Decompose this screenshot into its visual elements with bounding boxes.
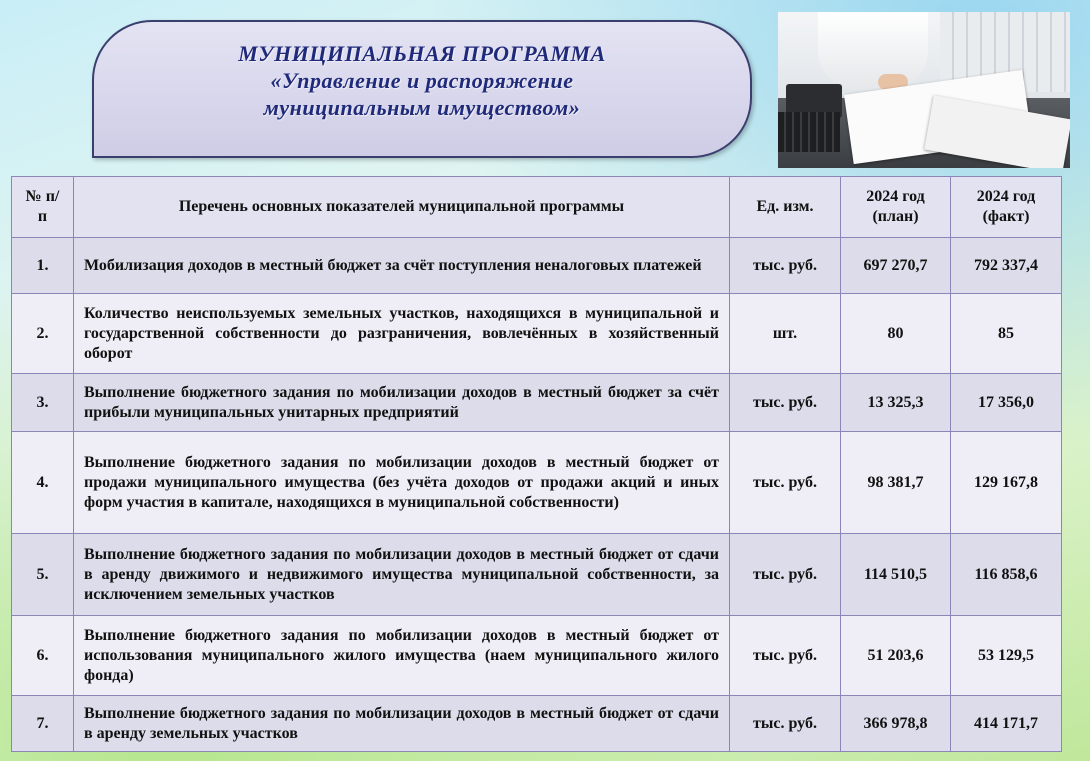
- row-name: Количество неиспользуемых земельных участков, находящихся в муниципальной и государственной собственности до разграничения, вовлечённых в хозяйственный оборот: [74, 294, 730, 374]
- table-row: [12, 616, 1062, 696]
- indicators-table: [11, 176, 1062, 752]
- row-unit: тыс. руб.: [730, 238, 841, 294]
- row-plan: 80: [841, 294, 951, 374]
- row-num: 5.: [12, 534, 74, 616]
- row-num: 6.: [12, 616, 74, 696]
- header-unit: Ед. изм.: [730, 177, 841, 238]
- row-fact: 53 129,5: [951, 616, 1062, 696]
- row-fact: 129 167,8: [951, 432, 1062, 534]
- row-plan: 51 203,6: [841, 616, 951, 696]
- row-num: 1.: [12, 238, 74, 294]
- row-unit: тыс. руб.: [730, 534, 841, 616]
- row-fact: 85: [951, 294, 1062, 374]
- row-fact: 116 858,6: [951, 534, 1062, 616]
- row-fact: 17 356,0: [951, 374, 1062, 432]
- row-unit: тыс. руб.: [730, 432, 841, 534]
- title-line-1: МУНИЦИПАЛЬНАЯ ПРОГРАММА: [238, 40, 606, 66]
- header-name: Перечень основных показателей муниципальной программы: [74, 177, 730, 238]
- row-fact: 792 337,4: [951, 238, 1062, 294]
- table-row: [12, 534, 1062, 616]
- row-name: Мобилизация доходов в местный бюджет за счёт поступления неналоговых платежей: [74, 238, 730, 294]
- row-unit: тыс. руб.: [730, 696, 841, 752]
- row-name: Выполнение бюджетного задания по мобилизации доходов в местный бюджет от использования муниципального жилого имущества (наем муниципального жилого фонда): [74, 616, 730, 696]
- row-name: Выполнение бюджетного задания по мобилизации доходов в местный бюджет от продажи муниципального имущества (без учёта доходов от продажи акций и иных форм участия в капитале, находящихся в муниципальной собственности): [74, 432, 730, 534]
- row-plan: 114 510,5: [841, 534, 951, 616]
- header-num: № п/п: [12, 177, 74, 238]
- row-fact: 414 171,7: [951, 696, 1062, 752]
- title-line-3: муниципальным имуществом»: [263, 94, 581, 120]
- table-row: [12, 432, 1062, 534]
- row-plan: 697 270,7: [841, 238, 951, 294]
- table-row: [12, 696, 1062, 752]
- header-plan: 2024 год (план): [841, 177, 951, 238]
- row-name: Выполнение бюджетного задания по мобилизации доходов в местный бюджет от сдачи в аренду движимого и недвижимого имущества муниципальной собственности, за исключением земельных участков: [74, 534, 730, 616]
- table-row: [12, 294, 1062, 374]
- table-header-row: [12, 177, 1062, 238]
- row-num: 7.: [12, 696, 74, 752]
- photo-person: [818, 12, 928, 90]
- title-banner: [92, 20, 752, 158]
- row-name: Выполнение бюджетного задания по мобилизации доходов в местный бюджет от сдачи в аренду земельных участков: [74, 696, 730, 752]
- row-plan: 13 325,3: [841, 374, 951, 432]
- table-row: [12, 238, 1062, 294]
- row-num: 3.: [12, 374, 74, 432]
- row-unit: тыс. руб.: [730, 616, 841, 696]
- photo-keyboard: [778, 112, 840, 152]
- table-row: [12, 374, 1062, 432]
- row-num: 4.: [12, 432, 74, 534]
- header-fact: 2024 год (факт): [951, 177, 1062, 238]
- row-unit: шт.: [730, 294, 841, 374]
- row-plan: 366 978,8: [841, 696, 951, 752]
- row-num: 2.: [12, 294, 74, 374]
- row-name: Выполнение бюджетного задания по мобилизации доходов в местный бюджет за счёт прибыли муниципальных унитарных предприятий: [74, 374, 730, 432]
- office-photo: [778, 12, 1070, 168]
- row-unit: тыс. руб.: [730, 374, 841, 432]
- row-plan: 98 381,7: [841, 432, 951, 534]
- title-line-2: «Управление и распоряжение: [270, 67, 574, 93]
